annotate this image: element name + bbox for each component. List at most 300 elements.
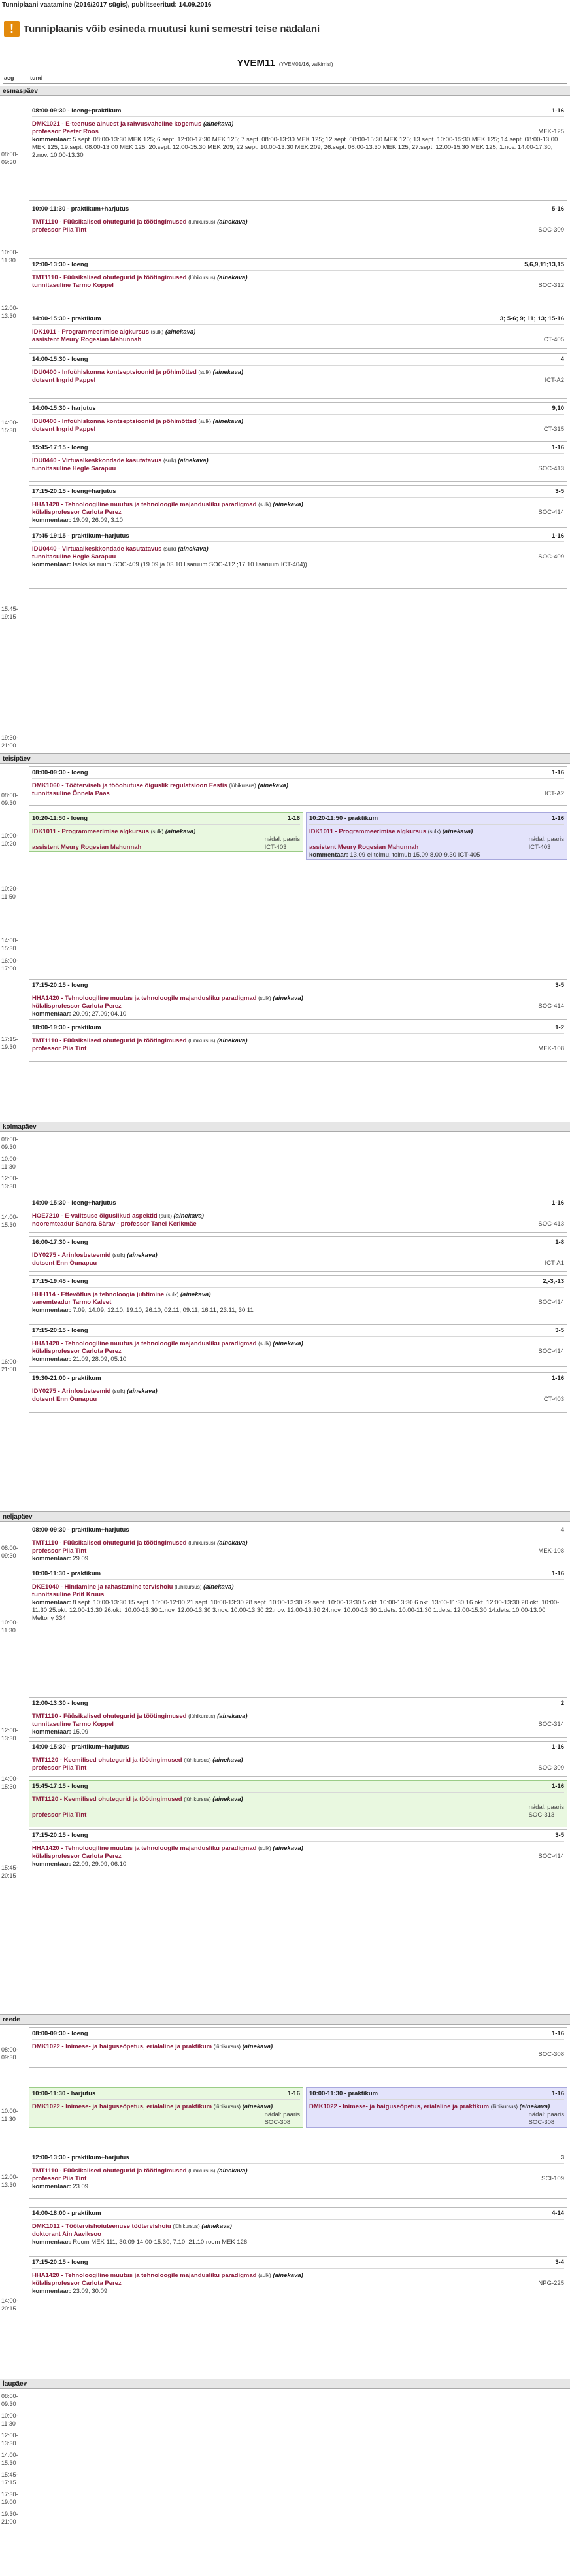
event-header (32, 1022, 564, 1034)
event-teacher[interactable]: professor Piia Tint (32, 1547, 87, 1554)
comment-label: kommentaar: (32, 516, 71, 524)
comment-label: kommentaar: (32, 135, 71, 143)
subject-note: (sulk) (258, 995, 271, 1001)
comment-label: kommentaar: (32, 1355, 71, 1363)
event-header (32, 1524, 564, 1536)
event-subject[interactable] (32, 2167, 564, 2175)
subject-name[interactable]: TMT1110 - Füüsikalised ohutegurid ja töötingimused (32, 1037, 187, 1044)
event-time: 10:20-11:50 - praktikum (309, 815, 378, 822)
time-slot-label: 10:00- 10:20 (1, 833, 18, 847)
event-time: 12:00-13:30 - loeng (32, 261, 88, 268)
event-teacher-row (32, 226, 564, 234)
event-teacher-row (32, 1348, 564, 1356)
time-slot-label: 17:15- 19:30 (1, 1036, 18, 1050)
subject-note: (sulk) (112, 1388, 126, 1394)
event-room-block (541, 2175, 564, 2183)
event-subject[interactable] (32, 1713, 564, 1721)
subject-note: (lühikursus) (184, 1757, 211, 1763)
event-subject[interactable] (32, 274, 564, 282)
event-subject[interactable] (32, 1539, 564, 1547)
event-teacher[interactable]: tunnitasuline Priit Kruus (32, 1590, 105, 1598)
class-event[interactable] (306, 2087, 567, 2128)
event-teacher[interactable]: külalisprofessor Carlota Perez (32, 1002, 122, 1010)
subject-name[interactable]: TMT1110 - Füüsikalised ohutegurid ja töötingimused (32, 1713, 187, 1720)
comment-text: 20.09; 27.09; 04.10 (71, 1010, 127, 1018)
event-room: SOC-409 (538, 553, 564, 560)
event-teacher[interactable]: professor Piia Tint (32, 1811, 87, 1819)
event-teacher-row (32, 1003, 564, 1010)
comment-text: 23.09 (71, 2182, 89, 2190)
subject-name[interactable]: TMT1110 - Füüsikalised ohutegurid ja töötingimused (32, 2167, 187, 2174)
event-room-block (538, 1003, 564, 1010)
event-teacher[interactable]: dotsent Enn Õunapuu (32, 1395, 97, 1403)
subject-name[interactable]: TMT1110 - Füüsikalised ohutegurid ja töötingimused (32, 218, 187, 226)
subject-name[interactable]: HOE7210 - E-valitsuse õiguslikud aspektid (32, 1212, 158, 1220)
subject-note: (sulk) (159, 1213, 172, 1219)
event-teacher-row (32, 426, 564, 434)
syllabus-link[interactable]: (ainekava) (442, 828, 473, 835)
class-event[interactable] (29, 402, 567, 438)
event-room: SOC-308 (538, 2050, 564, 2058)
class-event[interactable] (29, 1022, 567, 1062)
event-teacher[interactable]: tunnitasuline Tarmo Koppel (32, 281, 114, 289)
event-teacher-row (32, 2111, 300, 2127)
event-comment (32, 136, 564, 160)
event-time: 17:15-20:15 - loeng (32, 1327, 88, 1334)
event-comment (32, 2183, 564, 2191)
event-comment (32, 1555, 564, 1563)
time-slot-label: 14:00- 15:30 (1, 419, 18, 434)
event-subject[interactable] (32, 2043, 564, 2051)
event-weeks: 4 (560, 1526, 564, 1534)
class-event[interactable] (29, 105, 567, 201)
event-subject[interactable] (32, 1388, 564, 1396)
event-teacher-row (32, 1396, 564, 1403)
syllabus-link[interactable]: (ainekava) (180, 1291, 211, 1298)
syllabus-link[interactable]: (ainekava) (212, 418, 244, 425)
event-teacher-row (32, 2280, 564, 2288)
event-time: 08:00-09:30 - loeng (32, 769, 88, 776)
event-time: 14:00-15:30 - loeng+harjutus (32, 1199, 116, 1207)
event-header (32, 813, 300, 825)
event-subject[interactable] (32, 1340, 564, 1348)
event-teacher[interactable]: dotsent Ingrid Pappel (32, 376, 96, 384)
class-event[interactable] (29, 1780, 567, 1827)
time-slot-label: 12:00- 13:30 (1, 1727, 18, 1742)
event-room-block (538, 2051, 564, 2059)
warning-icon: ! (4, 21, 20, 37)
event-subject[interactable] (32, 1212, 564, 1220)
event-subject[interactable] (32, 1757, 564, 1764)
syllabus-link[interactable]: (ainekava) (519, 2103, 550, 2110)
warning-banner (4, 21, 561, 38)
subject-name[interactable]: IDU0400 - Infoühiskonna kontseptsioonid ja põhimõtted (32, 369, 197, 376)
warning-text: Tunniplaanis võib esineda muutusi kuni semestri teise nädalani (24, 24, 320, 35)
week-parity-note: nädal: paaris (528, 2110, 564, 2118)
subject-name[interactable]: IDU0440 - Virtuaalkeskkondade kasutatavus (32, 545, 162, 553)
subject-note: (lühikursus) (213, 2044, 241, 2050)
event-room-block (538, 509, 564, 517)
event-teacher[interactable]: külalisprofessor Carlota Perez (32, 1347, 122, 1355)
event-time: 17:45-19:15 - praktikum+harjutus (32, 532, 129, 540)
comment-label: kommentaar: (309, 851, 348, 859)
class-event[interactable] (29, 530, 567, 589)
syllabus-link[interactable]: (ainekava) (178, 457, 209, 464)
event-comment (32, 2288, 564, 2295)
event-subject[interactable] (32, 2103, 300, 2111)
syllabus-link[interactable]: (ainekava) (217, 218, 248, 226)
event-weeks: 3 (560, 2154, 564, 2161)
subject-note: (sulk) (198, 369, 211, 375)
event-subject[interactable] (32, 1796, 564, 1804)
time-slot-label: 08:00- 09:30 (1, 2046, 18, 2061)
syllabus-link[interactable]: (ainekava) (212, 369, 244, 376)
class-event[interactable] (29, 2027, 567, 2068)
day-header: reede (0, 2014, 570, 2025)
event-weeks: 2 (560, 1700, 564, 1707)
time-slot-label: 15:45- 20:15 (1, 1864, 18, 1879)
class-event[interactable] (29, 1741, 567, 1777)
event-weeks: 1-8 (555, 1239, 564, 1246)
syllabus-link[interactable]: (ainekava) (217, 1713, 248, 1720)
subject-name[interactable]: IDY0275 - Ärinfosüsteemid (32, 1252, 111, 1259)
comment-label: kommentaar: (32, 1306, 71, 1314)
event-weeks: 3-5 (555, 488, 564, 495)
subject-name[interactable]: DMK1022 - Inimese- ja haiguseõpetus, erialaline ja praktikum (32, 2043, 212, 2050)
event-subject[interactable] (32, 828, 300, 836)
event-teacher[interactable]: assistent Meury Rogesian Mahunnah (309, 843, 419, 851)
event-subject[interactable] (32, 1037, 564, 1045)
page-header-line: Tunniplaani vaatamine (2016/2017 sügis), publitseeritud: 14.09.2016 (2, 1, 212, 9)
subject-name[interactable]: TMT1120 - Keemilised ohutegurid ja töötingimused (32, 1796, 182, 1803)
event-subject[interactable] (309, 2103, 564, 2111)
event-teacher[interactable]: assistent Meury Rogesian Mahunnah (32, 843, 142, 851)
subject-name[interactable]: TMT1110 - Füüsikalised ohutegurid ja töötingimused (32, 274, 187, 281)
event-subject[interactable] (32, 120, 564, 128)
syllabus-link[interactable]: (ainekava) (217, 1539, 248, 1547)
subject-name[interactable]: HHH114 - Ettevõtlus ja tehnoloogia juhtimine (32, 1291, 165, 1298)
class-event[interactable] (29, 485, 567, 528)
subject-name[interactable]: IDK1011 - Programmeerimise algkursus (32, 828, 150, 835)
event-time: 12:00-13:30 - loeng (32, 1700, 88, 1707)
subject-name[interactable]: HHA1420 - Tehnoloogiline muutus ja tehnoloogile majandusliku paradigmad (32, 501, 257, 508)
subject-name[interactable]: IDU0440 - Virtuaalkeskkondade kasutatavus (32, 457, 162, 464)
event-room-block (545, 790, 564, 798)
group-subtitle: (YVEM01/16, vaikimisi) (278, 61, 333, 67)
event-teacher[interactable]: tunnitasuline Hegle Sarapuu (32, 553, 116, 560)
class-event[interactable] (29, 353, 567, 399)
event-room-block (538, 1220, 564, 1228)
syllabus-link[interactable]: (ainekava) (201, 2223, 232, 2230)
syllabus-link[interactable]: (ainekava) (212, 1757, 243, 1764)
class-event[interactable] (29, 258, 567, 294)
event-room-block (265, 836, 300, 851)
event-room-block (538, 2280, 564, 2288)
subject-name[interactable]: HHA1420 - Tehnoloogiline muutus ja tehnoloogile majandusliku paradigmad (32, 2272, 257, 2279)
class-event[interactable] (29, 766, 567, 806)
event-subject[interactable] (32, 418, 564, 426)
event-room-block (542, 336, 564, 344)
syllabus-link[interactable]: (ainekava) (165, 828, 196, 835)
subject-name[interactable]: TMT1120 - Keemilised ohutegurid ja töötingimused (32, 1757, 182, 1764)
syllabus-link[interactable]: (ainekava) (273, 1340, 303, 1347)
subject-name[interactable]: HHA1420 - Tehnoloogiline muutus ja tehnoloogile majandusliku paradigmad (32, 995, 257, 1002)
time-slot-label: 17:30- 19:00 (1, 2491, 18, 2505)
event-comment (309, 851, 564, 859)
syllabus-link[interactable]: (ainekava) (127, 1388, 158, 1395)
comment-text: 5.sept. 08:00-13:30 MEK 125; 6.sept. 12:00-17:30 MEK 125; 7.sept. 08:00-13:30 MEK 125; 12.sept. 08:00-15:30 MEK 125; 13.sept. 10:00-15:30 MEK 125; 14.sept. 08:00-13:00 MEK 125; 19.sept. 08:00-13:00 MEK 125; 20.sept. 12:00-15:30 MEK 209; 22.sept. 10:00-13:30 MEK 209; 26.sept. 08:00-13:30 MEK 125; 27.sept. 12:00-15:30 MEK 125; 1.nov. 14:00-17:30; 2.nov. 10:00-13:30 (32, 135, 558, 159)
syllabus-link[interactable]: (ainekava) (127, 1252, 158, 1259)
subject-name[interactable]: HHA1420 - Tehnoloogiline muutus ja tehnoloogile majandusliku paradigmad (32, 1845, 257, 1852)
event-teacher[interactable]: professor Piia Tint (32, 1044, 87, 1052)
event-subject[interactable] (32, 1583, 564, 1591)
subject-name[interactable]: DMK1022 - Inimese- ja haiguseõpetus, erialaline ja praktikum (309, 2103, 490, 2110)
event-time: 10:00-11:30 - praktikum+harjutus (32, 205, 129, 213)
class-event[interactable] (29, 203, 567, 245)
subject-name[interactable]: DKE1040 - Hindamine ja rahastamine tervishoiu (32, 1583, 173, 1590)
event-header (32, 1830, 564, 1842)
event-header (32, 259, 564, 271)
class-event[interactable] (29, 313, 567, 349)
subject-note: (lühikursus) (188, 275, 216, 281)
event-weeks: 9,10 (552, 405, 564, 412)
subject-note: (lühikursus) (188, 219, 216, 225)
class-event[interactable] (29, 1524, 567, 1564)
event-teacher-row (32, 2175, 564, 2183)
event-comment (32, 2239, 564, 2246)
class-event[interactable] (29, 1697, 567, 1738)
event-teacher[interactable]: dotsent Enn Õunapuu (32, 1259, 97, 1267)
event-room: MEK-125 (538, 128, 564, 135)
time-slot-label: 12:00- 13:30 (1, 1175, 18, 1190)
event-room-block (538, 1853, 564, 1861)
event-subject[interactable] (309, 828, 564, 836)
class-event[interactable] (29, 2256, 567, 2305)
syllabus-link[interactable]: (ainekava) (273, 501, 303, 508)
class-event[interactable] (29, 1275, 567, 1322)
col-time-header: aeg (4, 75, 14, 81)
subject-name[interactable]: DMK1012 - Töötervishoiuteenuse töötervishoiu (32, 2223, 171, 2230)
class-event[interactable] (29, 1236, 567, 1272)
event-room: NPG-225 (538, 2279, 564, 2287)
subject-note: (lühikursus) (213, 2104, 241, 2110)
event-teacher[interactable]: külalisprofessor Carlota Perez (32, 2279, 122, 2287)
event-teacher-row (32, 465, 564, 473)
event-subject[interactable] (32, 501, 564, 509)
comment-text: 19.09; 26.09; 3.10 (71, 516, 123, 524)
event-room-block (538, 1045, 564, 1053)
event-room: ICT-405 (542, 335, 564, 343)
event-subject[interactable] (32, 995, 564, 1003)
event-weeks: 1-16 (551, 1199, 564, 1207)
class-event[interactable] (29, 1197, 567, 1233)
event-subject[interactable] (32, 369, 564, 377)
subject-name[interactable]: DMK1060 - Tööterviseh ja tööohutuse õiguslik regulatsioon Eestis (32, 782, 227, 789)
class-event[interactable] (29, 2087, 303, 2128)
event-subject[interactable] (32, 218, 564, 226)
event-time: 14:00-15:30 - loeng (32, 356, 88, 363)
event-comment (32, 1356, 564, 1364)
syllabus-link[interactable]: (ainekava) (203, 120, 234, 128)
time-slot-label: 08:00- 09:30 (1, 1136, 18, 1150)
event-time: 17:15-20:15 - loeng+harjutus (32, 488, 116, 495)
subject-name[interactable]: IDK1011 - Programmeerimise algkursus (309, 828, 427, 835)
time-slot-label: 10:00- 11:30 (1, 2108, 18, 2122)
syllabus-link[interactable]: (ainekava) (165, 328, 196, 335)
event-subject[interactable] (32, 457, 564, 465)
event-header (32, 2152, 564, 2164)
time-slot-label: 10:20- 11:50 (1, 885, 18, 900)
syllabus-link[interactable]: (ainekava) (242, 2043, 273, 2050)
event-teacher[interactable]: külalisprofessor Carlota Perez (32, 1852, 122, 1860)
event-teacher[interactable]: professor Piia Tint (32, 2174, 87, 2182)
time-slot-label: 08:00- 09:30 (1, 151, 18, 165)
event-room: ICT-A1 (545, 1259, 564, 1267)
syllabus-link[interactable]: (ainekava) (273, 995, 303, 1002)
time-slot-label: 10:00- 11:30 (1, 2413, 18, 2427)
event-subject[interactable] (32, 1845, 564, 1853)
event-teacher-row (32, 509, 564, 517)
event-teacher[interactable]: tunnitasuline Õnnela Paas (32, 789, 110, 797)
event-weeks: 1-16 (551, 769, 564, 776)
comment-label: kommentaar: (32, 2238, 71, 2246)
event-teacher[interactable]: assistent Meury Rogesian Mahunnah (32, 335, 142, 343)
event-teacher-row (32, 377, 564, 385)
subject-name[interactable]: IDY0275 - Ärinfosüsteemid (32, 1388, 111, 1395)
syllabus-link[interactable]: (ainekava) (212, 1796, 243, 1803)
comment-text: 22.09; 29.09; 06.10 (71, 1860, 127, 1868)
event-teacher[interactable]: doktorant Ain Aaviksoo (32, 2230, 101, 2238)
event-room: SOC-414 (538, 1852, 564, 1860)
class-event[interactable] (29, 979, 567, 1020)
time-slot-label: 08:00- 09:30 (1, 792, 18, 806)
subject-name[interactable]: DMK1022 - Inimese- ja haiguseõpetus, erialaline ja praktikum (32, 2103, 212, 2110)
time-slot-label: 14:00- 15:30 (1, 2452, 18, 2466)
syllabus-link[interactable]: (ainekava) (173, 1212, 204, 1220)
syllabus-link[interactable]: (ainekava) (217, 1037, 248, 1044)
day-header: neljapäev (0, 1511, 570, 1522)
event-teacher[interactable]: dotsent Ingrid Pappel (32, 425, 96, 433)
event-subject[interactable] (32, 328, 564, 336)
syllabus-link[interactable]: (ainekava) (217, 274, 248, 281)
time-slot-label: 12:00- 13:30 (1, 2432, 18, 2447)
subject-note: (sulk) (428, 829, 441, 834)
event-teacher[interactable]: tunnitasuline Hegle Sarapuu (32, 464, 116, 472)
event-room: SOC-314 (538, 1720, 564, 1728)
event-time: 17:15-20:15 - loeng (32, 982, 88, 989)
event-room: SOC-413 (538, 464, 564, 472)
event-header (32, 1373, 564, 1384)
week-parity-note: nädal: paaris (264, 835, 300, 843)
event-weeks: 3-4 (555, 2259, 564, 2266)
event-subject[interactable] (32, 2272, 564, 2280)
comment-text: 23.09; 30.09 (71, 2287, 108, 2295)
event-teacher[interactable]: professor Piia Tint (32, 1764, 87, 1772)
event-weeks: 3; 5-6; 9; 11; 13; 15-16 (499, 315, 564, 322)
comment-text: 8.sept. 10:00-13:30 15.sept. 10:00-12:00 21.sept. 10:00-13:30 28.sept. 10:00-13:30 29.sept. 10:00-13:30 5.okt. 10:00-13:30 6.okt. 13:00-11:30 16.okt. 12:00-13:30 20.okt. 10:00-11:30 25.okt. 12:00-13:30 26.okt. 10:00-13:30 1.nov. 12:00-13:30 3.nov. 10:00-13:30 22.nov. 12:00-13:30 24.nov. 10:00-13:30 1.dets. 10:00-11:30 1.dets. 12:00-15:30 14.dets. 10:00-13:00 Meltony 334 (32, 1598, 560, 1622)
class-event[interactable] (29, 441, 567, 482)
event-teacher[interactable]: professor Piia Tint (32, 226, 87, 233)
event-teacher-row (309, 2111, 564, 2127)
subject-name[interactable]: IDU0400 - Infoühiskonna kontseptsioonid ja põhimõtted (32, 418, 197, 425)
event-subject[interactable] (32, 545, 564, 553)
class-event[interactable] (29, 1568, 567, 1675)
event-teacher[interactable]: tunnitasuline Tarmo Koppel (32, 1720, 114, 1728)
event-room: ICT-403 (264, 843, 287, 851)
event-teacher[interactable]: nooremteadur Sandra Särav - professor Tanel Kerikmäe (32, 1220, 197, 1228)
event-comment (32, 517, 564, 524)
event-room: ICT-315 (542, 425, 564, 433)
day-header: teisipäev (0, 753, 570, 764)
event-room-block (538, 282, 564, 290)
class-event[interactable] (29, 1324, 567, 1367)
syllabus-link[interactable]: (ainekava) (258, 782, 288, 789)
event-time: 10:00-11:30 - praktikum (309, 2090, 378, 2097)
syllabus-link[interactable]: (ainekava) (217, 2167, 248, 2174)
event-room-block (265, 2111, 300, 2127)
event-teacher[interactable]: vanemteadur Tarmo Kalvet (32, 1298, 112, 1306)
event-room: SOC-413 (538, 1220, 564, 1228)
comment-label: kommentaar: (32, 1728, 71, 1736)
event-teacher-row (32, 2051, 564, 2059)
syllabus-link[interactable]: (ainekava) (273, 1845, 303, 1852)
event-subject[interactable] (32, 1291, 564, 1299)
subject-name[interactable]: IDK1011 - Programmeerimise algkursus (32, 328, 150, 335)
class-event[interactable] (29, 812, 303, 852)
subject-name[interactable]: TMT1110 - Füüsikalised ohutegurid ja töötingimused (32, 1539, 187, 1547)
subject-name[interactable]: DMK1021 - E-teenuse ainuest ja rahvusvaheline kogemus (32, 120, 202, 128)
event-header (32, 1698, 564, 1709)
subject-name[interactable]: HHA1420 - Tehnoloogiline muutus ja tehnoloogile majandusliku paradigmad (32, 1340, 257, 1347)
event-weeks: 1-2 (555, 1024, 564, 1031)
event-subject[interactable] (32, 1252, 564, 1260)
class-event[interactable] (29, 2207, 567, 2254)
subject-note: (sulk) (163, 546, 176, 552)
event-header (32, 354, 564, 366)
class-event[interactable] (29, 1372, 567, 1413)
event-teacher[interactable]: külalisprofessor Carlota Perez (32, 508, 122, 516)
class-event[interactable] (306, 812, 567, 860)
event-time: 14:00-15:30 - praktikum (32, 315, 101, 322)
event-comment (32, 561, 564, 569)
event-header (309, 2088, 564, 2100)
class-event[interactable] (29, 2152, 567, 2199)
event-header (32, 442, 564, 454)
event-subject[interactable] (32, 2223, 564, 2231)
comment-text: 15.09 (71, 1728, 89, 1736)
event-room-block (529, 1804, 564, 1819)
event-subject[interactable] (32, 782, 564, 790)
event-time: 12:00-13:30 - praktikum+harjutus (32, 2154, 129, 2161)
event-teacher[interactable]: professor Peeter Roos (32, 128, 99, 135)
event-header (32, 313, 564, 325)
syllabus-link[interactable]: (ainekava) (273, 2272, 303, 2279)
event-room-block (538, 128, 564, 136)
subject-note: (sulk) (258, 1846, 271, 1851)
event-teacher-row (32, 1547, 564, 1555)
event-weeks: 1-16 (551, 1570, 564, 1577)
event-weeks: 1-16 (287, 815, 300, 822)
syllabus-link[interactable]: (ainekava) (242, 2103, 273, 2110)
time-slot-label: 14:00- 15:30 (1, 1214, 18, 1228)
class-event[interactable] (29, 1829, 567, 1876)
event-time: 18:00-19:30 - praktikum (32, 1024, 101, 1031)
subject-note: (lühikursus) (188, 1540, 216, 1546)
event-time: 10:00-11:30 - harjutus (32, 2090, 96, 2097)
event-teacher-row (32, 1591, 564, 1599)
syllabus-link[interactable]: (ainekava) (203, 1583, 234, 1590)
syllabus-link[interactable]: (ainekava) (178, 545, 209, 553)
